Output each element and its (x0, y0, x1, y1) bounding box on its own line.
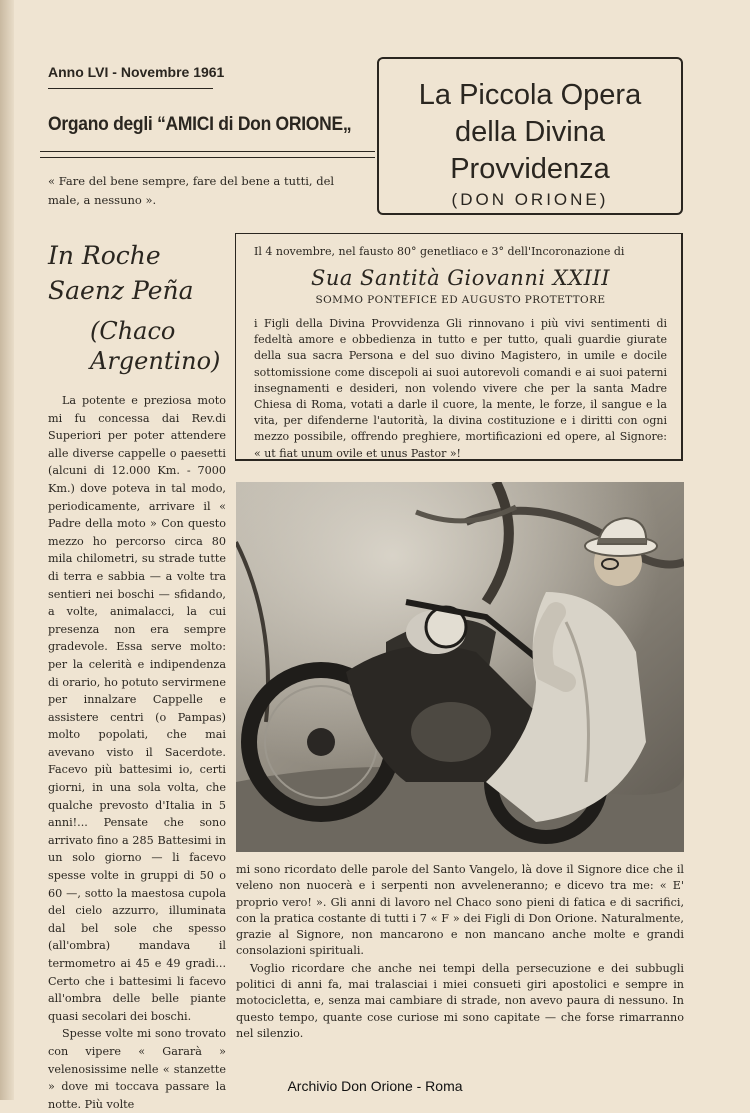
divider (40, 157, 375, 158)
photo-priest-on-motorcycle (236, 482, 684, 852)
masthead-subtitle: (DON ORIONE) (451, 190, 609, 209)
motto: « Fare del bene sempre, fare del bene a tutti, del male, a nessuno ». (48, 174, 335, 207)
masthead-line: della Divina (455, 116, 605, 148)
divider (48, 88, 213, 89)
paragraph: Spesse volte mi sono trovato con vipere « Gararà » velenosissime nelle « stanzette » dove mi toccava passare la notte. Più volte (48, 1027, 226, 1111)
divider (40, 151, 375, 152)
organ-line: Organo degli “AMICI di Don ORIONE„ (48, 114, 352, 135)
paragraph: La potente e preziosa moto mi fu concessa dai Rev.di Superiori per poter attendere alle diverse cappelle o paesetti (alcuni di 12.000 Km. - 7000 Km.) dove poteva in tal modo, periodicamente, arrivare il « Padre della moto » Con questo mezzo ho percorso circa 80 mila chilometri, su strade tutte di terra e sabbia — a volte tra sentieri nei boschi — sfidando, a volte, animalacci, la cui presenza non era sempre gradevole. Essa serve molto: per la celerità e indipendenza di orario, ho potuto servirmene per innalzare Cappelle e assistere centri (o Pampas) molto popolati, che mai avevano visto il Sacerdote. Facevo più battesimi io, certi giorni, in una sola volta, che qualche prevosto d'Italia in 5 anni!... Pensate che sono arrivato fino a 285 Battesimi in un solo giorno — li facevo spesse volte in gruppi di 50 o 60 —, sotto la maestosa cupola del cielo azzurro, illuminata dal bel sole che spesso (all'ombra) mandava il termometro ai 45 e 49 gradi... Certo che i battesimi li facevo all'ombra delle belle piante quasi secolari dei boschi. (48, 394, 226, 1023)
masthead-line: Provvidenza (450, 153, 610, 185)
notice-body: i Figli della Divina Provvidenza Gli rinnovano i più vivi sentimenti di fedeltà amore e obbedienza in tutto e per tutto, quali guardie giurate della sua sacra Persona e del suo divino Magistero, in umile e docile sottomissione come discepoli ai suoi autorevoli comandi e ai suoi paterni insegnamenti e desideri, non volendo vivere che per la santa Madre Chiesa di Roma, votati a darle il cuore, la mente, le forze, il sangue e la vita, per difenderne l'autorità, la divina costituzione e i diritti con ogni mezzo possibile, offrendo preghiere, mortificazioni ed opere, al Signore: « ut fiat unum ovile et unus Pastor »! (254, 317, 667, 460)
article-headline: In Roche (48, 241, 161, 270)
notice-intro: Il 4 novembre, nel fausto 80° genetliaco e 3° dell'Incoronazione di (254, 245, 625, 258)
article-column-left (48, 392, 226, 1113)
article-headline: Argentino) (90, 347, 221, 375)
masthead-title-box (377, 57, 683, 215)
papal-notice-box (235, 233, 683, 461)
article-headline: Saenz Peña (48, 276, 194, 305)
masthead-line: La Piccola Opera (418, 79, 642, 111)
article-column-right (236, 862, 684, 1042)
article-headline: (Chaco (90, 317, 176, 345)
notice-pope-name: Sua Santità Giovanni XXIII (310, 266, 611, 290)
notice-subtitle: SOMMO PONTEFICE ED AUGUSTO PROTETTORE (315, 294, 606, 306)
paragraph: Voglio ricordare che anche nei tempi della persecuzione e dei subbugli politici di anni fa, mai tralasciai i miei consueti giri apostolici e sempre in motocicletta, e, senza mai cambiare di strade, non avevo paura di nessuno. In questo tempo, quante cose curiose mi sono capitate — che forse rimarranno nel silenzio. (236, 961, 684, 1040)
issue-date: Anno LVI - Novembre 1961 (48, 64, 225, 80)
page-binding-edge (0, 0, 14, 1100)
archive-caption: Archivio Don Orione - Roma (287, 1078, 463, 1094)
paragraph: mi sono ricordato delle parole del Santo Vangelo, là dove il Signore dice che il veleno non nuocerà e i serpenti non avveleneranno; e dicevo tra me: « E' proprio vero! ». Gli anni di lavoro nel Chaco sono pieni di fatica e di sacrifici, con la pratica costante di tutti i 7 « F » dei Figli di Don Orione. Naturalmente, grazie al Signore, non mancarono e non mancano anche molte e grandi consolazioni spirituali. (236, 863, 684, 958)
photo-illustration (236, 482, 684, 852)
